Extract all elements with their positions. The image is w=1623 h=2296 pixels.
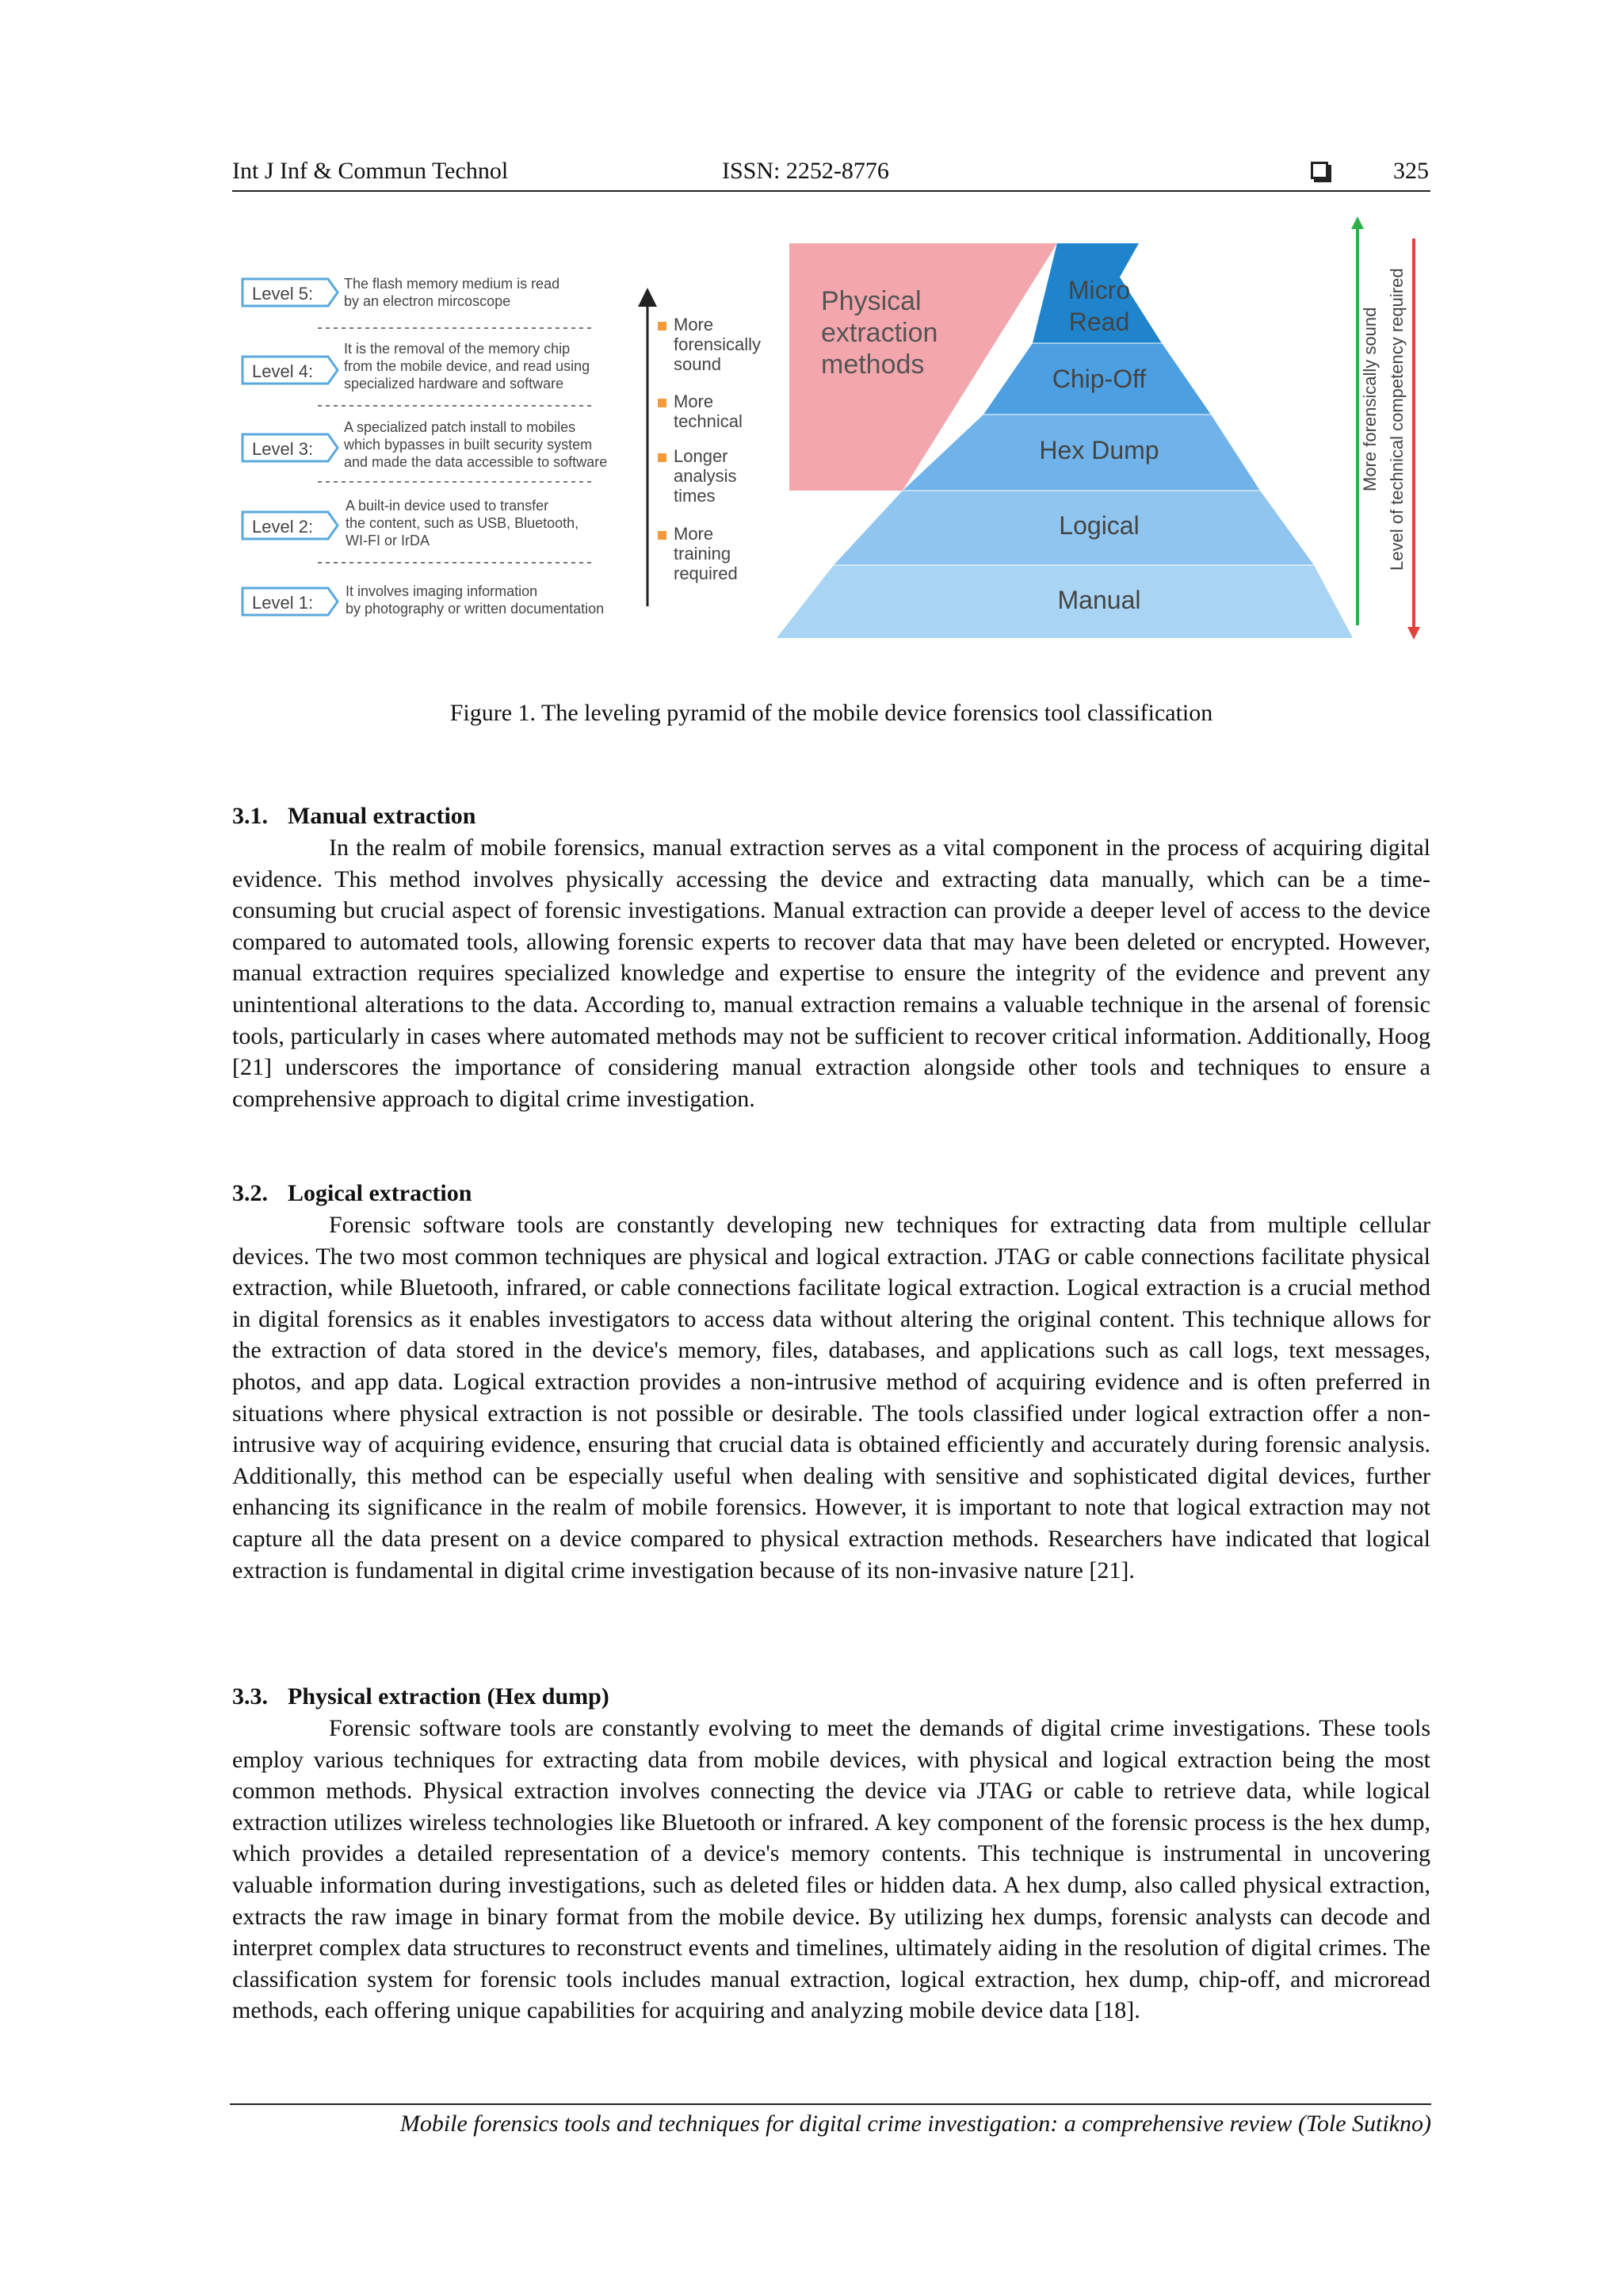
tier-hexdump-label: Hex Dump xyxy=(1039,436,1159,464)
bullet-4-line-1: More xyxy=(674,524,714,544)
section-physical-extraction xyxy=(232,1681,1430,2027)
level-2-label: Level 2: xyxy=(252,517,314,537)
physical-label-2: extraction xyxy=(821,318,938,348)
tier-logical-label: Logical xyxy=(1059,511,1140,540)
section-heading xyxy=(232,800,1430,832)
section-body: Forensic software tools are constantly developing new techniques for extracting data from multiple cellular devices. The two most common techniques are physical and logical extraction. JTAG or cable connections facilitate physical extraction, while Bluetooth, infrared, or cable connections facilitate logical extraction. Logical extraction is a crucial method in digital forensics as it enables investigators to access data without altering the original content. This technique allows for the extraction of data stored in the device's memory, files, databases, and applications such as call logs, text messages, photos, and app data. Logical extraction provides a non-intrusive method of acquiring evidence and is often preferred in situations where physical extraction is not possible or desirable. The tools classified under logical extraction offer a non-intrusive way of acquiring evidence, ensuring that crucial data is obtained efficiently and accurately during forensic analysis. Additionally, this method can be especially useful when dealing with sensitive and sophisticated digital devices, further enhancing its significance in the realm of mobile forensics. However, it is important to note that logical extraction may not capture all the data present on a device compared to physical extraction methods. Researchers have indicated that logical extraction is fundamental in digital crime investigation because of its non-invasive nature [21]. xyxy=(232,1212,1430,1584)
bullet-icon xyxy=(658,399,666,407)
issn: ISSN: 2252-8776 xyxy=(722,158,889,184)
level-2-desc-2: the content, such as USB, Bluetooth, xyxy=(346,515,579,531)
level-5-desc-1: The flash memory medium is read xyxy=(344,276,560,292)
physical-label-1: Physical xyxy=(821,286,922,316)
bullet-4-line-3: required xyxy=(674,563,738,583)
red-arrow-label: Level of technical competency required xyxy=(1387,268,1407,571)
tier-manual-label: Manual xyxy=(1057,586,1141,614)
section-heading xyxy=(232,1178,1430,1209)
level-4-desc-2: from the mobile device, and read using xyxy=(344,358,590,374)
section-title: Manual extraction xyxy=(288,803,476,829)
green-arrow-head xyxy=(1351,216,1364,229)
level-4-desc-1: It is the removal of the memory chip xyxy=(344,341,571,357)
level-2-desc-1: A built-in device used to transfer xyxy=(346,498,549,514)
level-2-desc-3: WI-FI or IrDA xyxy=(346,533,430,548)
bullet-3-line-2: analysis xyxy=(674,466,737,486)
physical-label-3: methods xyxy=(821,350,925,380)
section-number: 3.1. xyxy=(232,803,268,829)
tier-micro-label-1: Micro xyxy=(1067,276,1131,304)
page-number: 325 xyxy=(1393,158,1429,184)
tier-micro-label-2: Read xyxy=(1068,308,1130,336)
section-title: Physical extraction (Hex dump) xyxy=(288,1683,609,1710)
journal-name: Int J Inf & Commun Technol xyxy=(232,158,509,184)
bullet-1-line-3: sound xyxy=(674,354,721,374)
bullet-icon xyxy=(658,531,666,540)
section-body: Forensic software tools are constantly evolving to meet the demands of digital crime investigations. These tools employ various techniques for extracting data from mobile devices, with physical and logical extraction being the most common methods. Physical extraction involves connecting the device via JTAG or cable to retrieve data, while logical extraction utilizes wireless technologies like Bluetooth or infrared. A key component of the forensic process is the hex dump, which provides a detailed representation of a device's memory contents. This technique is instrumental in uncovering valuable information during investigations, such as deleted files or hidden data. A hex dump, also called physical extraction, extracts the raw image in binary format from the mobile device. By utilizing hex dumps, forensic analysts can decode and interpret complex data structures to reconstruct events and timelines, ultimately aiding in the resolution of digital crimes. The classification system for forensic tools includes manual extraction, logical extraction, hex dump, chip-off, and microread methods, each offering unique capabilities for acquiring and analyzing mobile device data [18]. xyxy=(232,1715,1430,2024)
tier-chipoff-label: Chip-Off xyxy=(1052,365,1147,393)
level-3 xyxy=(242,419,607,470)
bullet-icon xyxy=(658,322,666,330)
level-5-desc-2: by an electron mircoscope xyxy=(344,293,511,309)
level-1 xyxy=(242,583,604,617)
level-4-desc-3: specialized hardware and software xyxy=(344,376,564,392)
section-title: Logical extraction xyxy=(288,1180,472,1206)
bullet-3-line-1: Longer xyxy=(674,446,728,466)
level-5 xyxy=(242,276,559,309)
level-3-desc-2: which bypasses in built security system xyxy=(344,437,593,453)
level-1-desc-1: It involves imaging information xyxy=(346,583,538,599)
pyramid-figure xyxy=(235,210,1430,654)
level-4-label: Level 4: xyxy=(252,361,314,381)
bullet-2-line-1: More xyxy=(674,392,714,411)
level-1-label: Level 1: xyxy=(252,593,314,613)
section-number: 3.3. xyxy=(232,1683,268,1710)
square-icon xyxy=(1311,162,1328,179)
level-5-label: Level 5: xyxy=(252,284,314,304)
running-header xyxy=(232,155,1430,192)
red-arrow-head xyxy=(1407,627,1420,640)
section-manual-extraction xyxy=(232,800,1430,1114)
bullet-3-line-3: times xyxy=(674,486,716,506)
level-3-label: Level 3: xyxy=(252,439,314,459)
section-number: 3.2. xyxy=(232,1180,268,1206)
level-4 xyxy=(242,341,590,392)
level-2 xyxy=(242,498,579,548)
section-body: In the realm of mobile forensics, manual extraction serves as a vital component in the process of acquiring digital evidence. This method involves physically accessing the device and extracting data manually, which can be a time-consuming but crucial aspect of forensic investigations. Manual extraction can provide a deeper level of access to the device compared to automated tools, allowing forensic experts to recover data that may have been deleted or encrypted. However, manual extraction requires specialized knowledge and expertise to ensure the integrity of the evidence and prevent any unintentional alterations to the data. According to, manual extraction remains a valuable technique in the arsenal of forensic tools, particularly in cases where automated methods may not be sufficient to recover critical information. Additionally, Hoog [21] underscores the importance of considering manual extraction alongside other tools and techniques to ensure a comprehensive approach to digital crime investigation. xyxy=(232,835,1430,1112)
bullet-1-line-2: forensically xyxy=(674,334,762,354)
level-3-desc-1: A specialized patch install to mobiles xyxy=(344,419,576,435)
bullet-list xyxy=(658,315,761,583)
section-heading xyxy=(232,1681,1430,1713)
running-footer: Mobile forensics tools and techniques for digital crime investigation: a comprehensive review (Tole Sutikno) xyxy=(230,2103,1431,2140)
level-1-desc-2: by photography or written documentation xyxy=(346,601,605,617)
figure-caption: Figure 1. The leveling pyramid of the mobile device forensics tool classification xyxy=(449,700,1213,726)
level-3-desc-3: and made the data accessible to software xyxy=(344,454,608,470)
bullet-2-line-2: technical xyxy=(674,411,743,431)
section-logical-extraction xyxy=(232,1178,1430,1586)
green-arrow-label: More forensically sound xyxy=(1360,307,1380,491)
bullet-1-line-1: More xyxy=(674,315,714,334)
bullet-icon xyxy=(658,453,666,462)
figure-1 xyxy=(235,210,1430,654)
bullet-4-line-2: training xyxy=(674,544,731,563)
